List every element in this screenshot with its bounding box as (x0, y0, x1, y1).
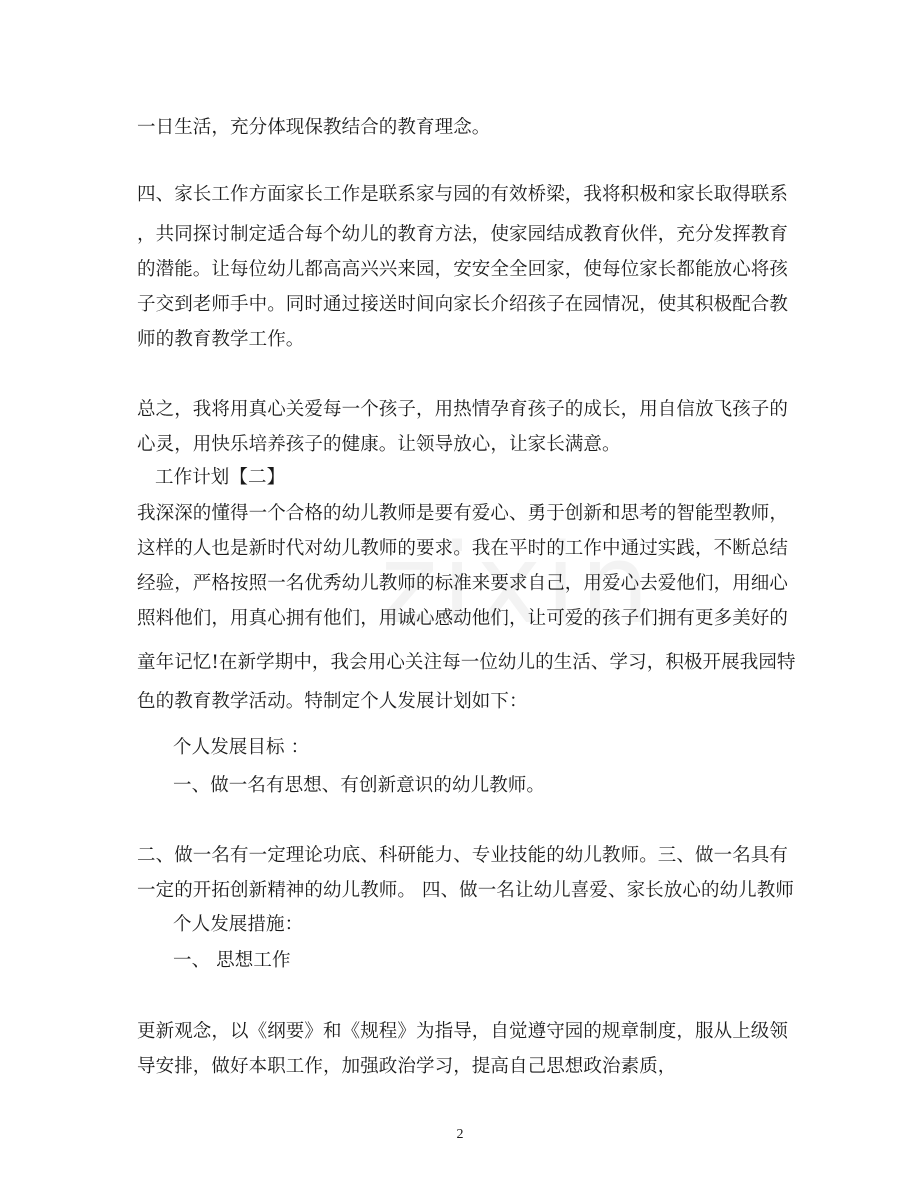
paragraph-line: 个人发展措施： (173, 914, 304, 935)
paragraph-line: 照料他们，用真心拥有他们，用诚心感动他们，让可爱的孩子们拥有更多美好的 (137, 608, 789, 629)
paragraph-line: 心灵，用快乐培养孩子的健康。让领导放心，让家长满意。 (137, 434, 621, 455)
paragraph-line: 一、做一名有思想、有创新意识的幼儿教师。 (173, 775, 546, 796)
paragraph-line: ，共同探讨制定适合每个幼儿的教育方法，使家园结成教育伙伴，充分发挥教育 (137, 224, 789, 245)
paragraph-line: 我深深的懂得一个合格的幼儿教师是要有爱心、勇于创新和思考的智能型教师， (137, 503, 789, 524)
paragraph-line: 的潜能。让每位幼儿都高高兴兴来园，安安全全回家，使每位家长都能放心将孩 (137, 259, 789, 280)
paragraph-line: 童年记忆!在新学期中，我会用心关注每一位幼儿的生活、学习，积极开展我园特 (137, 652, 796, 673)
section-heading: 工作计划【二】 (155, 467, 286, 488)
paragraph-line: 一定的开拓创新精神的幼儿教师。 四、做一名让幼儿喜爱、家长放心的幼儿教师 (137, 880, 794, 901)
paragraph-line: 一日生活，充分体现保教结合的教育理念。 (137, 117, 491, 138)
paragraph-line: 这样的人也是新时代对幼儿教师的要求。我在平时的工作中通过实践，不断总结 (137, 538, 789, 559)
paragraph-line: 色的教育教学活动。特制定个人发展计划如下： (137, 691, 528, 712)
paragraph-line: 师的教育教学工作。 (137, 329, 305, 350)
paragraph-line: 经验，严格按照一名优秀幼儿教师的标准来要求自己，用爱心去爱他们，用细心 (137, 573, 789, 594)
paragraph-line: 二、做一名有一定理论功底、科研能力、专业技能的幼儿教师。三、做一名具有 (137, 845, 789, 866)
page-number: 2 (456, 1127, 464, 1142)
paragraph-line: 更新观念，以《纲要》和《规程》为指导，自觉遵守园的规章制度，服从上级领 (137, 1021, 789, 1042)
paragraph-line: 导安排，做好本职工作，加强政治学习，提高自己思想政治素质， (137, 1056, 677, 1077)
paragraph-line: 总之，我将用真心关爱每一个孩子，用热情孕育孩子的成长，用自信放飞孩子的 (137, 399, 789, 420)
paragraph-line: 个人发展目标 ： (173, 737, 310, 758)
paragraph-line: 一、 思想工作 (173, 950, 291, 971)
paragraph-line: 四、家长工作方面家长工作是联系家与园的有效桥梁，我将积极和家长取得联系 (137, 184, 789, 205)
paragraph-line: 子交到老师手中。同时通过接送时间向家长介绍孩子在园情况，使其积极配合教 (137, 294, 789, 315)
